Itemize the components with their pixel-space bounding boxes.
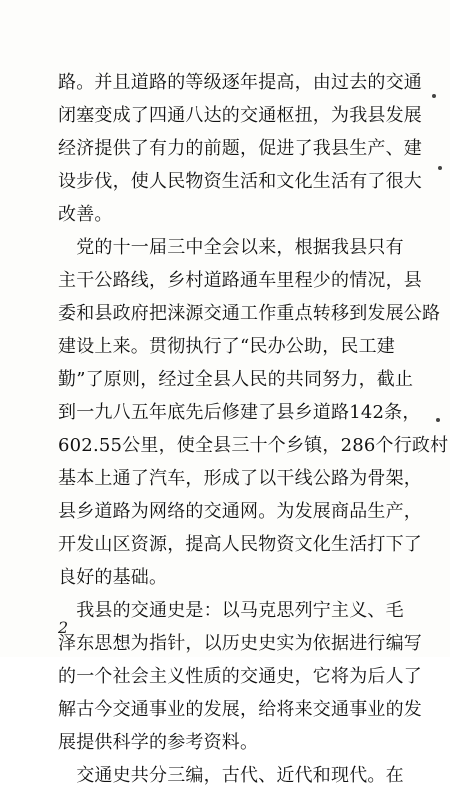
text-line: 改善。	[58, 204, 113, 225]
text-line: 委和县政府把涞源交通工作重点转移到发展公路	[58, 303, 441, 324]
text-line: 展提供科学的参考资料。	[58, 732, 259, 753]
text-line: 泽东思想为指针，以历史史实为依据进行编写	[58, 633, 422, 654]
text-line: 基本上通了汽车，形成了以干线公路为骨架，	[58, 468, 422, 489]
text-line: 的一个社会主义性质的交通史，它将为后人了	[58, 666, 422, 687]
text-line: 勤”了原则，经过全县人民的共同努力，截止	[58, 369, 414, 390]
body-text	[58, 66, 449, 792]
text-line: 我县的交通史是：以马克思列宁主义、毛	[58, 600, 404, 621]
scan-speck	[436, 418, 440, 422]
scan-speck	[432, 94, 436, 98]
page-number: 2	[58, 618, 69, 637]
text-line: 建设上来。贯彻执行了“民办公助，民工建	[58, 336, 396, 357]
text-line: 到一九八五年底先后修建了县乡道路142条，	[58, 402, 421, 423]
text-line: 党的十一届三中全会以来，根据我县只有	[58, 237, 404, 258]
text-line: 设步伐，使人民物资生活和文化生活有了很大	[58, 171, 422, 192]
text-line: 闭塞变成了四通八达的交通枢扭，为我县发展	[58, 105, 422, 126]
text-line: 602.55公里，使全县三十个乡镇，286个行政村	[58, 435, 449, 456]
text-line: 交通史共分三编，古代、近代和现代。在	[58, 765, 404, 786]
text-line: 经济提供了有力的前题，促进了我县生产、建	[58, 138, 422, 159]
text-line: 解古今交通事业的发展，给将来交通事业的发	[58, 699, 422, 720]
scan-speck	[438, 166, 442, 170]
text-line: 县乡道路为网络的交通网。为发展商品生产，	[58, 501, 422, 522]
text-line: 开发山区资源，提高人民物资文化生活打下了	[58, 534, 422, 555]
text-line: 路。并且道路的等级逐年提高，由过去的交通	[58, 72, 422, 93]
text-line: 良好的基础。	[58, 567, 168, 588]
text-line: 主干公路线，乡村道路通车里程少的情况，县	[58, 270, 422, 291]
